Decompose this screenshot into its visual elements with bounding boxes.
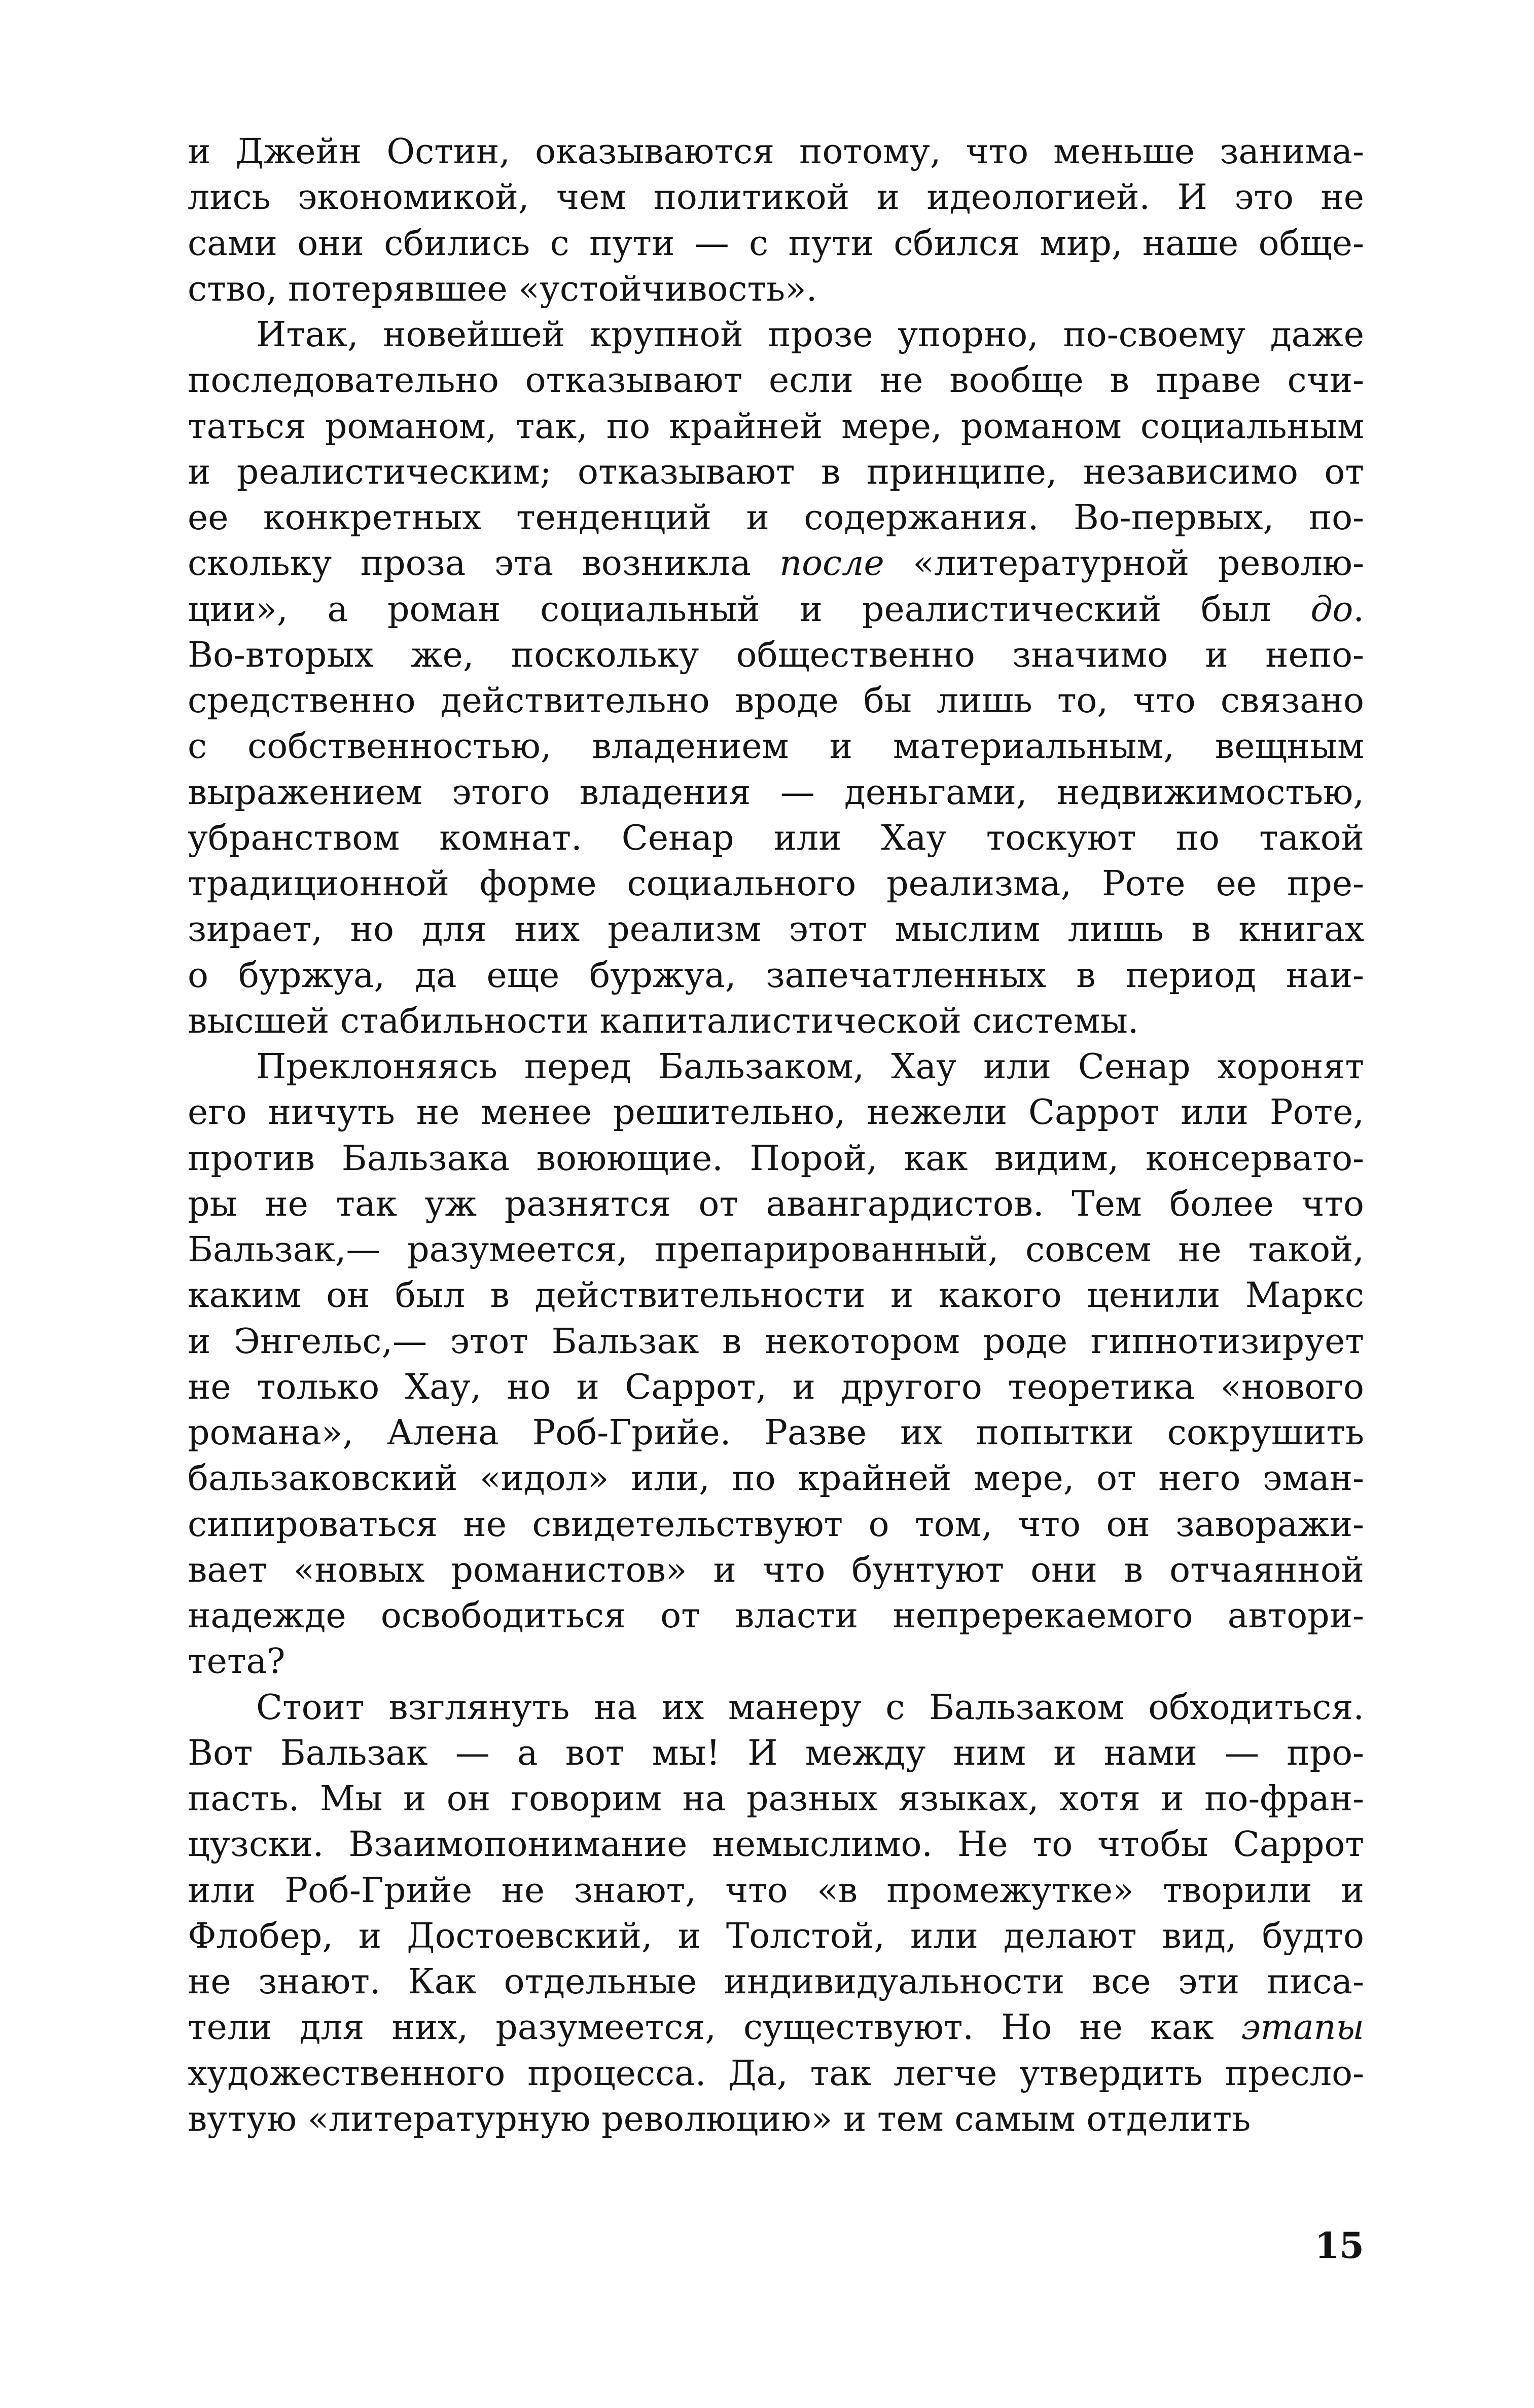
- text-run: Бальзак,— разумеется, препарированный, совсем не такой,: [188, 1230, 1364, 1270]
- text-run: сипироваться не свидетельствуют о том, что он заворажи-: [188, 1504, 1364, 1545]
- text-line: [188, 770, 1364, 816]
- text-line: [188, 129, 1364, 175]
- text-run: Преклоняясь перед Бальзаком, Хау или Сенар хоронят: [256, 1047, 1364, 1087]
- text-line: [188, 450, 1364, 495]
- text-run: тели для них, разумеется, существуют. Но не как: [188, 2008, 1241, 2048]
- text-run: пасть. Мы и он говорим на разных языках, хотя и по-фран-: [188, 1779, 1364, 1819]
- text-run: Итак, новейшей крупной прозе упорно, по-своему даже: [256, 315, 1364, 355]
- paragraph: [188, 312, 1364, 1044]
- text-line: [188, 1868, 1364, 1914]
- text-line: [188, 1136, 1364, 1182]
- text-run: и реалистическим; отказывают в принципе, независимо от: [188, 452, 1364, 492]
- text-line: [188, 1044, 1364, 1090]
- text-line: [188, 2097, 1364, 2142]
- text-run: каким он был в действительности и какого ценили Маркс: [188, 1275, 1364, 1316]
- text-run: высшей стабильности капиталистической системы.: [188, 1001, 1139, 1041]
- text-run: бальзаковский «идол» или, по крайней мере, от него эман-: [188, 1458, 1364, 1499]
- text-run: ры не так уж разнятся от авангардистов. Тем более что: [188, 1184, 1364, 1224]
- text-line: [188, 1639, 1364, 1685]
- text-run: убранством комнат. Сенар или Хау тоскуют по такой: [188, 818, 1364, 858]
- text-line: [188, 1731, 1364, 1776]
- paragraph: [188, 1685, 1364, 2143]
- text-run: цузски. Взаимопонимание немыслимо. Не то чтобы Саррот: [188, 1825, 1364, 1865]
- text-run: Флобер, и Достоевский, и Толстой, или делают вид, будто: [188, 1916, 1364, 1956]
- text-line: [188, 587, 1364, 633]
- text-line: [188, 495, 1364, 541]
- text-line: [188, 1090, 1364, 1136]
- text-line: [188, 633, 1364, 678]
- text-run: Во-вторых же, поскольку общественно значимо и непо-: [188, 635, 1364, 675]
- text-line: [188, 1959, 1364, 2005]
- paragraph: [188, 129, 1364, 312]
- text-run: художественного процесса. Да, так легче утвердить пресло-: [188, 2053, 1364, 2094]
- italic-text: до: [1310, 589, 1353, 630]
- text-run: последовательно отказывают если не вообще в праве счи-: [188, 360, 1364, 401]
- text-run: вает «новых романистов» и что бунтуют они в отчаянной: [188, 1550, 1364, 1590]
- text-line: [188, 1685, 1364, 1731]
- text-line: [188, 2051, 1364, 2097]
- text-run: выражением этого владения — деньгами, недвижимостью,: [188, 772, 1364, 813]
- text-run: ции», а роман социальный и реалистический был: [188, 589, 1311, 630]
- text-line: [188, 312, 1364, 358]
- text-line: [188, 1456, 1364, 1502]
- text-line: [188, 678, 1364, 724]
- text-run: его ничуть не менее решительно, нежели Саррот или Роте,: [188, 1092, 1364, 1133]
- text-run: с собственностью, владением и материальным, вещным: [188, 726, 1364, 767]
- body-text: [188, 129, 1364, 2142]
- text-run: надежде освободиться от власти непререкаемого автори-: [188, 1596, 1364, 1636]
- text-line: [188, 2005, 1364, 2051]
- italic-text: этапы: [1241, 2008, 1364, 2048]
- text-run: против Бальзака воюющие. Порой, как видим, консервато-: [188, 1138, 1364, 1179]
- text-run: романа», Алена Роб-Грийе. Разве их попытки сокрушить: [188, 1413, 1364, 1453]
- text-line: [188, 1822, 1364, 1868]
- text-run: таться романом, так, по крайней мере, романом социальным: [188, 406, 1364, 447]
- text-run: Вот Бальзак — а вот мы! И между ним и нами — про-: [188, 1733, 1364, 1773]
- text-line: [188, 1227, 1364, 1273]
- italic-text: после: [779, 543, 884, 584]
- text-run: .: [1353, 589, 1364, 630]
- page-number: 15: [1314, 2224, 1364, 2267]
- text-line: [188, 267, 1364, 312]
- text-line: [188, 1914, 1364, 1959]
- text-line: [188, 1273, 1364, 1319]
- text-run: и Джейн Остин, оказываются потому, что меньше занима-: [188, 132, 1364, 172]
- text-run: сами они сбились с пути — с пути сбился мир, наше обще-: [188, 223, 1364, 264]
- text-run: средственно действительно вроде бы лишь то, что связано: [188, 681, 1364, 721]
- text-run: о буржуа, да еще буржуа, запечатленных в период наи-: [188, 955, 1364, 996]
- text-run: и Энгельс,— этот Бальзак в некотором роде гипнотизирует: [188, 1321, 1364, 1362]
- text-line: [188, 861, 1364, 907]
- text-run: Стоит взглянуть на их манеру с Бальзаком обходиться.: [256, 1687, 1364, 1728]
- text-run: лись экономикой, чем политикой и идеологией. И это не: [188, 177, 1364, 218]
- text-run: тета?: [188, 1641, 286, 1682]
- text-line: [188, 541, 1364, 587]
- text-run: ее конкретных тенденций и содержания. Во-первых, по-: [188, 498, 1364, 538]
- text-line: [188, 221, 1364, 267]
- text-line: [188, 1776, 1364, 1822]
- text-run: «литературной револю-: [884, 543, 1364, 584]
- text-run: традиционной форме социального реализма, Роте ее пре-: [188, 864, 1364, 904]
- text-run: скольку проза эта возникла: [188, 543, 780, 584]
- text-line: [188, 953, 1364, 999]
- paragraph: [188, 1044, 1364, 1685]
- text-line: [188, 1502, 1364, 1548]
- text-run: не знают. Как отдельные индивидуальности все эти писа-: [188, 1962, 1364, 2002]
- text-run: вутую «литературную революцию» и тем самым отделить: [188, 2099, 1251, 2139]
- text-run: не только Хау, но и Саррот, и другого теоретика «нового: [188, 1367, 1364, 1407]
- text-line: [188, 816, 1364, 861]
- text-line: [188, 404, 1364, 450]
- text-run: зирает, но для них реализм этот мыслим лишь в книгах: [188, 909, 1364, 950]
- text-line: [188, 1365, 1364, 1410]
- text-line: [188, 907, 1364, 953]
- text-line: [188, 1410, 1364, 1456]
- text-line: [188, 999, 1364, 1044]
- text-run: или Роб-Грийе не знают, что «в промежутке» творили и: [188, 1870, 1364, 1911]
- text-line: [188, 1319, 1364, 1365]
- text-run: ство, потерявшее «устойчивость».: [188, 269, 817, 309]
- text-line: [188, 1593, 1364, 1639]
- text-line: [188, 1548, 1364, 1593]
- text-line: [188, 1182, 1364, 1227]
- text-line: [188, 175, 1364, 221]
- text-line: [188, 724, 1364, 770]
- text-line: [188, 358, 1364, 404]
